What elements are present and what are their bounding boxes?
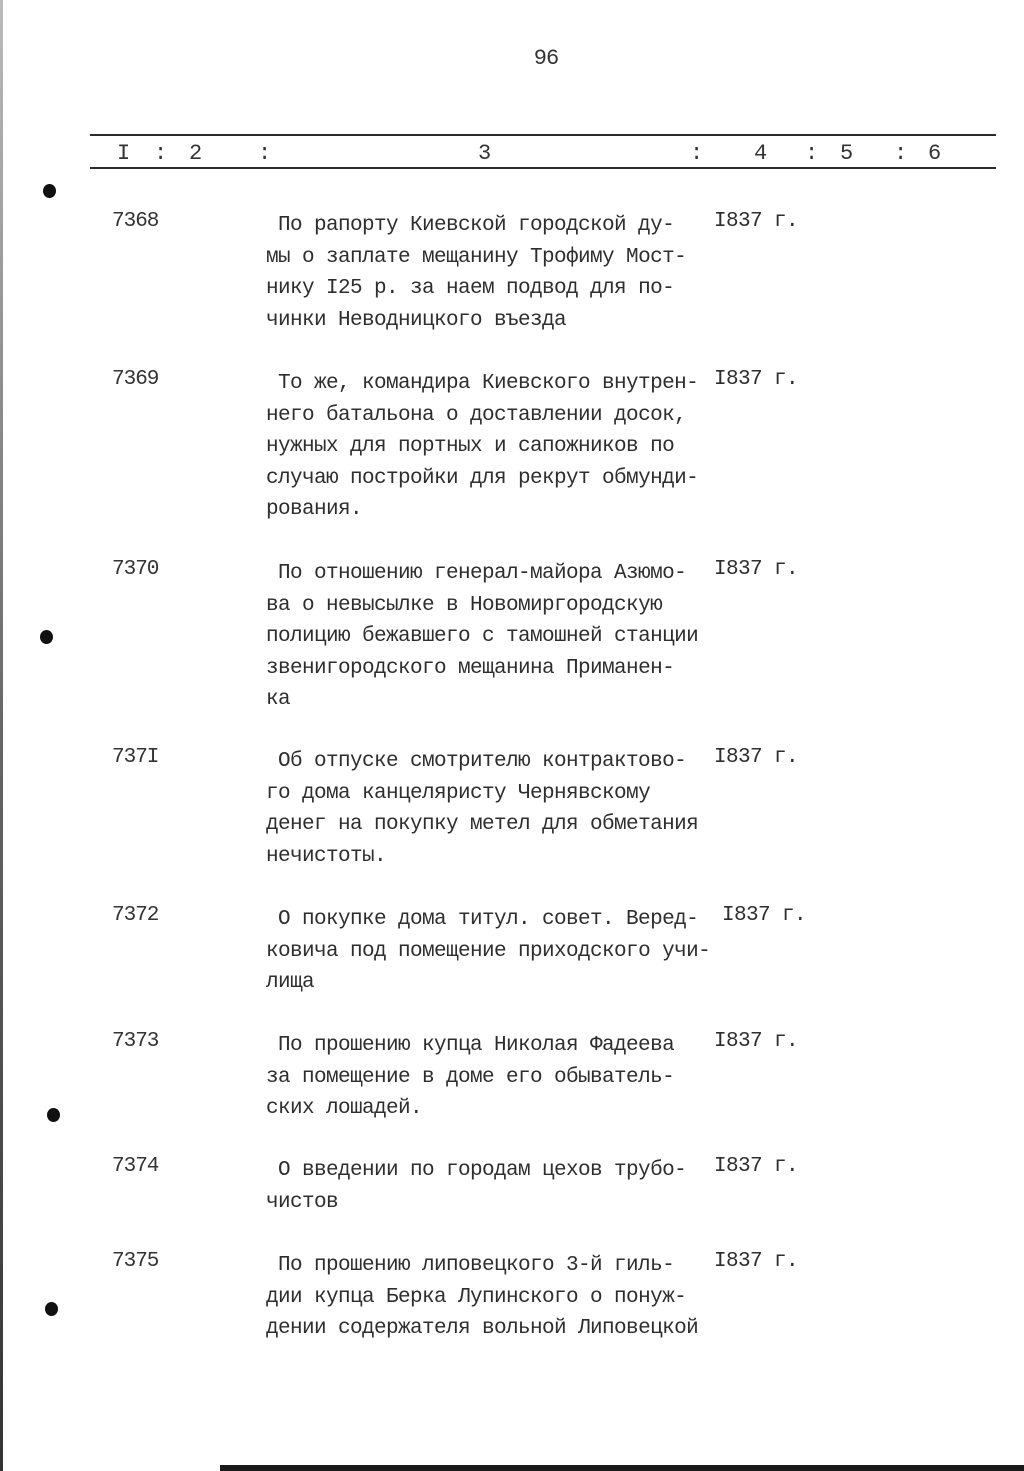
entry-date: I837 г. — [714, 368, 799, 391]
punch-hole — [43, 184, 56, 198]
column-header-5: 5 — [840, 141, 854, 166]
description-line: нику I25 р. за наем подвод для по- — [266, 277, 675, 300]
entry-number: 7369 — [112, 368, 159, 391]
entry-date: I837 г. — [714, 1155, 799, 1178]
description-line: чистов — [266, 1190, 339, 1214]
entry-number: 737I — [112, 746, 159, 769]
description-line: за помещение в доме его обыватель- — [266, 1065, 675, 1089]
header-rule-bottom — [90, 167, 996, 169]
entry-number: 7374 — [112, 1155, 159, 1178]
entry-date: I837 г. — [722, 904, 807, 927]
description-line: ва о невысылке в Новомиргородскую — [266, 593, 663, 617]
description-line: мы о заплате мещанину Трофиму Мост- — [266, 245, 687, 269]
page-number: 96 — [533, 46, 559, 71]
entry-description — [266, 368, 736, 526]
column-header-1: I — [117, 141, 131, 166]
entry-description — [266, 1030, 736, 1125]
description-line: По отношению генерал-майора Азюмо- — [278, 562, 687, 585]
entry-number: 7375 — [112, 1250, 159, 1273]
scan-left-edge — [0, 0, 3, 1471]
column-separator: : — [894, 141, 908, 166]
description-line: То же, командира Киевского внутрен- — [278, 372, 699, 395]
entry-number: 7372 — [112, 904, 159, 927]
description-line: дении содержателя вольной Липовецкой — [266, 1317, 699, 1340]
punch-hole — [45, 1302, 58, 1316]
description-line: О покупке дома титул. совет. Веред- — [278, 908, 699, 931]
description-line: чинки Неводницкого въезда — [266, 308, 567, 332]
entry-date: I837 г. — [714, 1250, 799, 1273]
description-line: О введении по городам цехов трубо- — [278, 1159, 687, 1182]
punch-hole — [47, 1108, 60, 1122]
entry-number: 7370 — [112, 558, 159, 581]
description-line: По рапорту Киевской городской ду- — [278, 214, 675, 237]
description-line: нужных для портных и сапожников по — [266, 435, 675, 458]
scan-bottom-edge — [220, 1465, 1024, 1471]
description-line: ских лошадей. — [266, 1097, 423, 1120]
header-rule-top — [90, 134, 996, 136]
description-line: дии купца Берка Лупинского о понуж- — [266, 1285, 687, 1309]
description-line: него батальона о доставлении досок, — [266, 403, 687, 427]
entry-number: 7373 — [112, 1030, 159, 1053]
description-line: Об отпуске смотрителю контрактово- — [278, 750, 687, 773]
column-separator: : — [154, 141, 168, 166]
description-line: го дома канцеляристу Чернявскому — [266, 781, 651, 805]
entry-date: I837 г. — [714, 210, 799, 233]
punch-hole — [40, 630, 53, 644]
column-header-6: 6 — [928, 141, 942, 166]
description-line: По прошению липовецкого 3-й гиль- — [278, 1254, 675, 1277]
column-separator: : — [258, 141, 272, 166]
column-separator: : — [805, 141, 819, 166]
description-line: По прошению купца Николая Фадеева — [278, 1034, 675, 1057]
description-line: денег на покупку метел для обметания — [266, 813, 699, 836]
description-line: полицию бежавшего с тамошней станции — [266, 625, 699, 648]
description-line: ка — [266, 688, 291, 711]
description-line: ковича под помещение приходского учи- — [266, 939, 711, 963]
entry-number: 7368 — [112, 210, 159, 233]
column-separator: : — [690, 141, 704, 166]
description-line: случаю постройки для рекрут обмунди- — [266, 466, 699, 490]
column-header-3: 3 — [478, 141, 492, 166]
entry-date: I837 г. — [714, 746, 799, 769]
entry-description — [266, 904, 736, 999]
description-line: лища — [266, 971, 315, 994]
column-header-2: 2 — [189, 141, 203, 166]
entry-description — [266, 1250, 736, 1345]
description-line: звенигородского мещанина Приманен- — [266, 656, 675, 680]
column-header-4: 4 — [754, 141, 768, 166]
description-line: рования. — [266, 498, 363, 521]
entry-date: I837 г. — [714, 558, 799, 581]
entry-description — [266, 210, 736, 336]
entry-date: I837 г. — [714, 1030, 799, 1053]
description-line: нечистоты. — [266, 844, 387, 868]
entry-description — [266, 746, 736, 872]
entry-description — [266, 558, 736, 716]
entry-description — [266, 1155, 736, 1218]
